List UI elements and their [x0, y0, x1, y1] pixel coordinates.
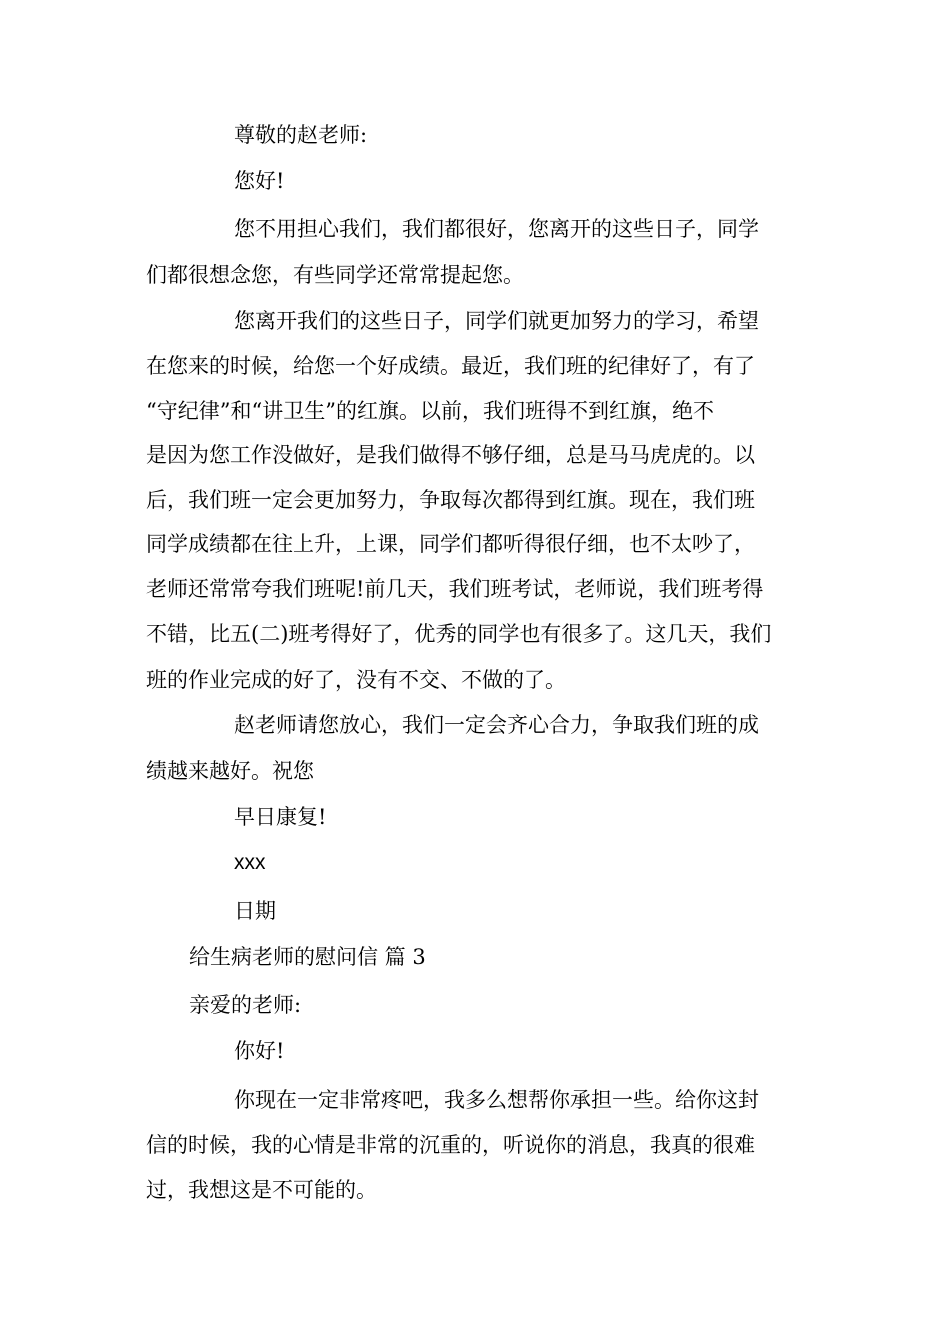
greeting: 您好!: [234, 169, 285, 193]
date: 日期: [234, 899, 276, 923]
paragraph-line: 赵老师请您放心，我们一定会齐心合力，争取我们班的成: [234, 713, 759, 737]
section-heading: 给生病老师的慰问信 篇 3: [189, 945, 426, 969]
paragraph-line: 信的时候，我的心情是非常的沉重的，听说你的消息，我真的很难: [146, 1133, 755, 1157]
paragraph-line: 不错，比五(二)班考得好了，优秀的同学也有很多了。这几天，我们: [146, 622, 772, 646]
paragraph-line: 在您来的时候，给您一个好成绩。最近，我们班的纪律好了，有了: [146, 354, 755, 378]
paragraph-line: 绩越来越好。祝您: [146, 759, 314, 783]
paragraph-line: “守纪律”和“讲卫生”的红旗。以前，我们班得不到红旗，绝不: [146, 399, 714, 423]
paragraph-line: 老师还常常夸我们班呢!前几天，我们班考试，老师说，我们班考得: [146, 577, 764, 601]
closing-wish: 早日康复!: [234, 805, 327, 829]
greeting: 你好!: [234, 1039, 285, 1063]
paragraph-line: 是因为您工作没做好，是我们做得不够仔细，总是马马虎虎的。以: [146, 443, 755, 467]
paragraph-line: 您不用担心我们，我们都很好，您离开的这些日子，同学: [234, 217, 759, 241]
paragraph-line: 同学成绩都在往上升，上课，同学们都听得很仔细，也不太吵了，: [146, 532, 755, 556]
salutation: 尊敬的赵老师:: [234, 123, 368, 147]
salutation: 亲爱的老师:: [189, 993, 302, 1017]
paragraph-line: 后，我们班一定会更加努力，争取每次都得到红旗。现在，我们班: [146, 488, 755, 512]
paragraph-line: 您离开我们的这些日子，同学们就更加努力的学习，希望: [234, 309, 759, 333]
paragraph-line: 过，我想这是不可能的。: [146, 1178, 377, 1202]
paragraph-line: 班的作业完成的好了，没有不交、不做的了。: [146, 668, 566, 692]
signature: xxx: [234, 851, 266, 874]
paragraph-line: 你现在一定非常疼吧，我多么想帮你承担一些。给你这封: [234, 1088, 759, 1112]
paragraph-line: 们都很想念您，有些同学还常常提起您。: [146, 263, 524, 287]
